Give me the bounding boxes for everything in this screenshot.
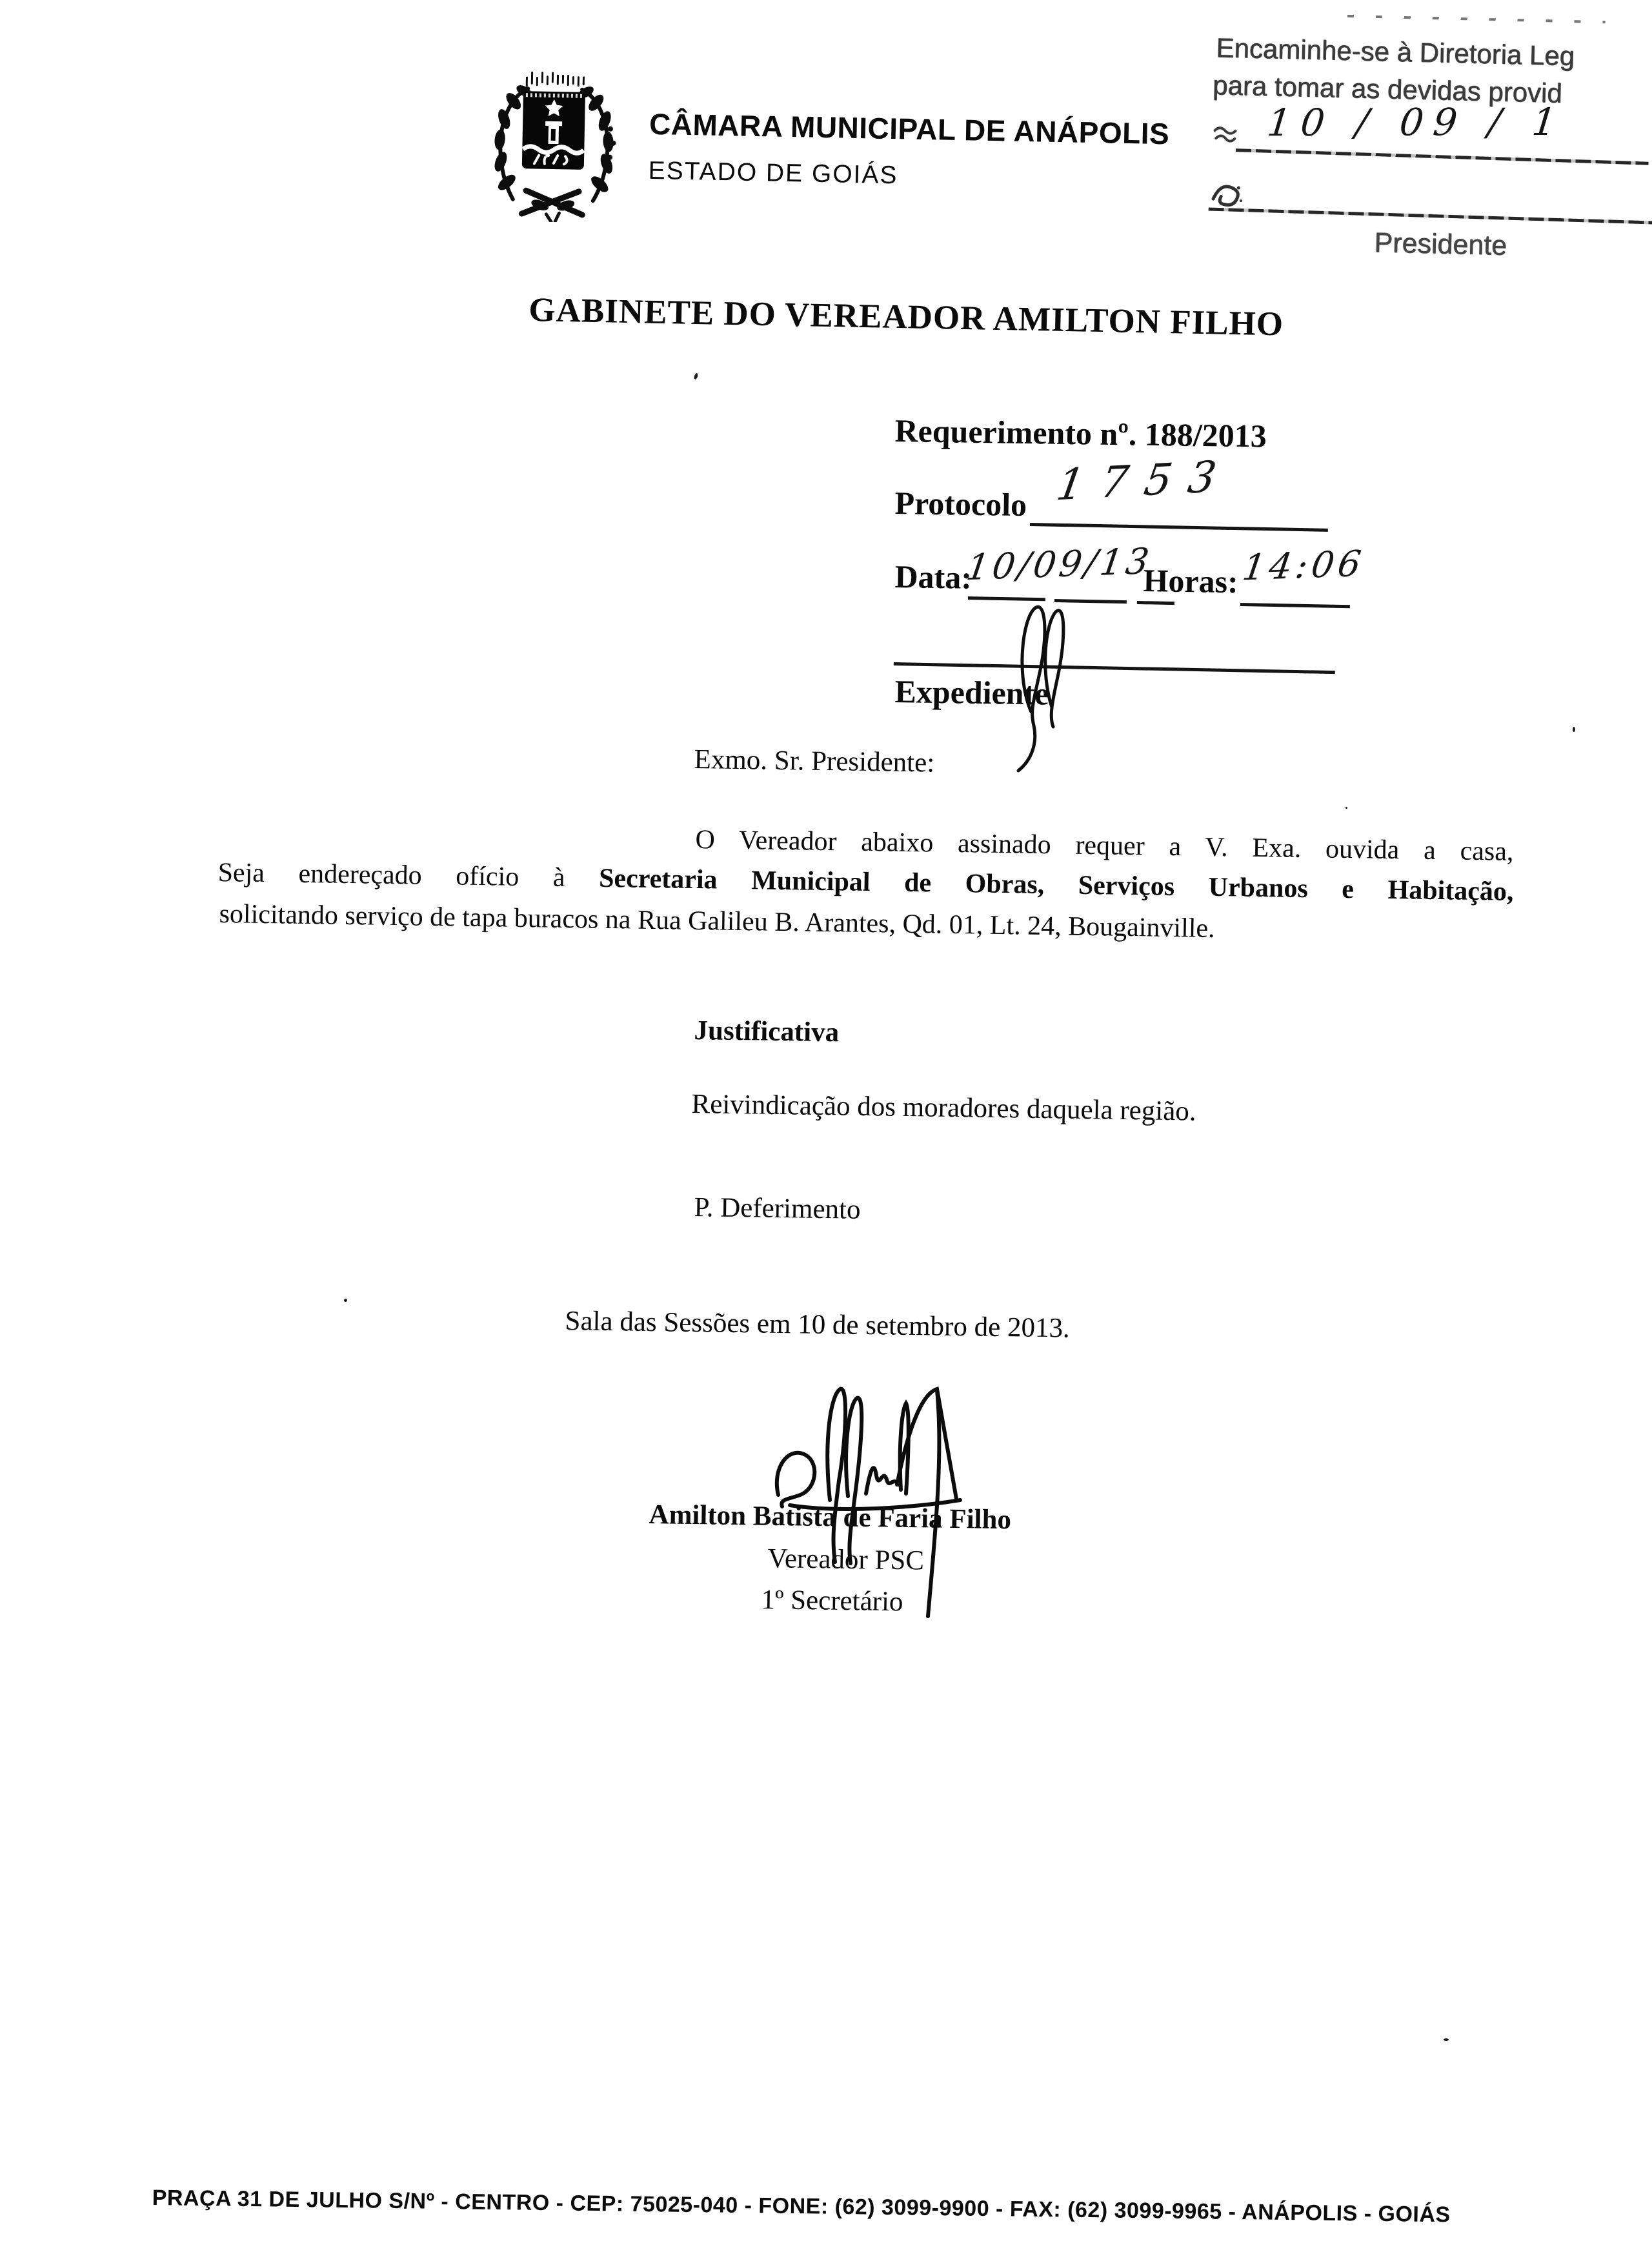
- scan-speck: [1345, 807, 1347, 809]
- org-state: ESTADO DE GOIÁS: [648, 156, 898, 190]
- stamp-ink-mark: [1213, 124, 1242, 144]
- protocol-value-handwritten: 1753: [1053, 451, 1236, 511]
- date-underline-3: [1137, 601, 1174, 605]
- letterhead: [484, 59, 1262, 242]
- signer-party-role: Vereador PSC: [767, 1543, 925, 1576]
- routing-stamp: [1207, 9, 1652, 292]
- paragraph-line-2-normal: Seja endereçado ofício à: [217, 857, 599, 893]
- paragraph-line-3: solicitando serviço de tapa buracos na Rua Galileu B. Arantes, Qd. 01, Lt. 24, Bougainville.: [219, 898, 1215, 944]
- deferment-text: P. Deferimento: [694, 1192, 861, 1225]
- stamp-corner-dashes: [1347, 15, 1606, 23]
- date-value-handwritten: 10/09/13: [963, 540, 1155, 589]
- salutation: Exmo. Sr. Presidente:: [694, 744, 935, 778]
- coat-of-arms-icon: [484, 59, 624, 223]
- stamp-role-label: Presidente: [1373, 227, 1507, 261]
- hours-label: Horas:: [1143, 562, 1239, 600]
- paragraph-line-2: [217, 857, 1513, 908]
- hours-underline: [1240, 603, 1350, 608]
- councilman-signature-scribble: [768, 1380, 968, 1620]
- footer-address: PRAÇA 31 DE JULHO S/Nº - CENTRO - CEP: 75025-040 - FONE: (62) 3099-9900 - FAX: (62) 3099-9965 - ANÁPOLIS - GOIÁS: [152, 2186, 1451, 2227]
- protocol-label: Protocolo: [894, 484, 1027, 523]
- session-line: Sala das Sessões em 10 de setembro de 2013.: [565, 1305, 1071, 1344]
- justification-title: Justificativa: [694, 1015, 840, 1048]
- stamp-date-handwritten: 10 / 09 / 1: [1265, 99, 1568, 145]
- scan-speck: [694, 372, 699, 380]
- protocol-underline: [1030, 523, 1328, 532]
- request-number: Requerimento nº. 188/2013: [894, 412, 1267, 454]
- scan-speck: [1573, 727, 1575, 732]
- cabinet-title: GABINETE DO VEREADOR AMILTON FILHO: [528, 290, 1284, 343]
- hours-value-handwritten: 14:06: [1240, 542, 1367, 589]
- expedient-signature-scribble: [976, 599, 1098, 775]
- org-name: CÂMARA MUNICIPAL DE ANÁPOLIS: [649, 107, 1170, 151]
- date-label: Data:: [894, 558, 972, 596]
- stamp-date-line: [1236, 148, 1649, 165]
- stamp-ink-blot: [1209, 178, 1245, 208]
- expedient-label: Expediente: [894, 673, 1049, 712]
- paragraph-line-1: O Vereador abaixo assinado requer a V. Exa. ouvida a casa,: [695, 824, 1514, 867]
- stamp-line2: para tomar as devidas provid: [1212, 70, 1563, 108]
- expedient-line: [894, 662, 1335, 674]
- scan-speck: [1444, 2038, 1449, 2041]
- stamp-line1: Encaminhe-se à Diretoria Leg: [1216, 32, 1575, 72]
- justification-text: Reivindicação dos moradores daquela região.: [691, 1088, 1196, 1127]
- paragraph-line-2-bold: Secretaria Municipal de Obras, Serviços Urbanos e Habitação,: [598, 863, 1514, 907]
- signer-office: 1º Secretário: [761, 1585, 903, 1618]
- scan-speck: [344, 1299, 347, 1302]
- signer-name: Amilton Batista de Faria Filho: [649, 1499, 1012, 1536]
- stamp-signature-line: [1209, 208, 1652, 225]
